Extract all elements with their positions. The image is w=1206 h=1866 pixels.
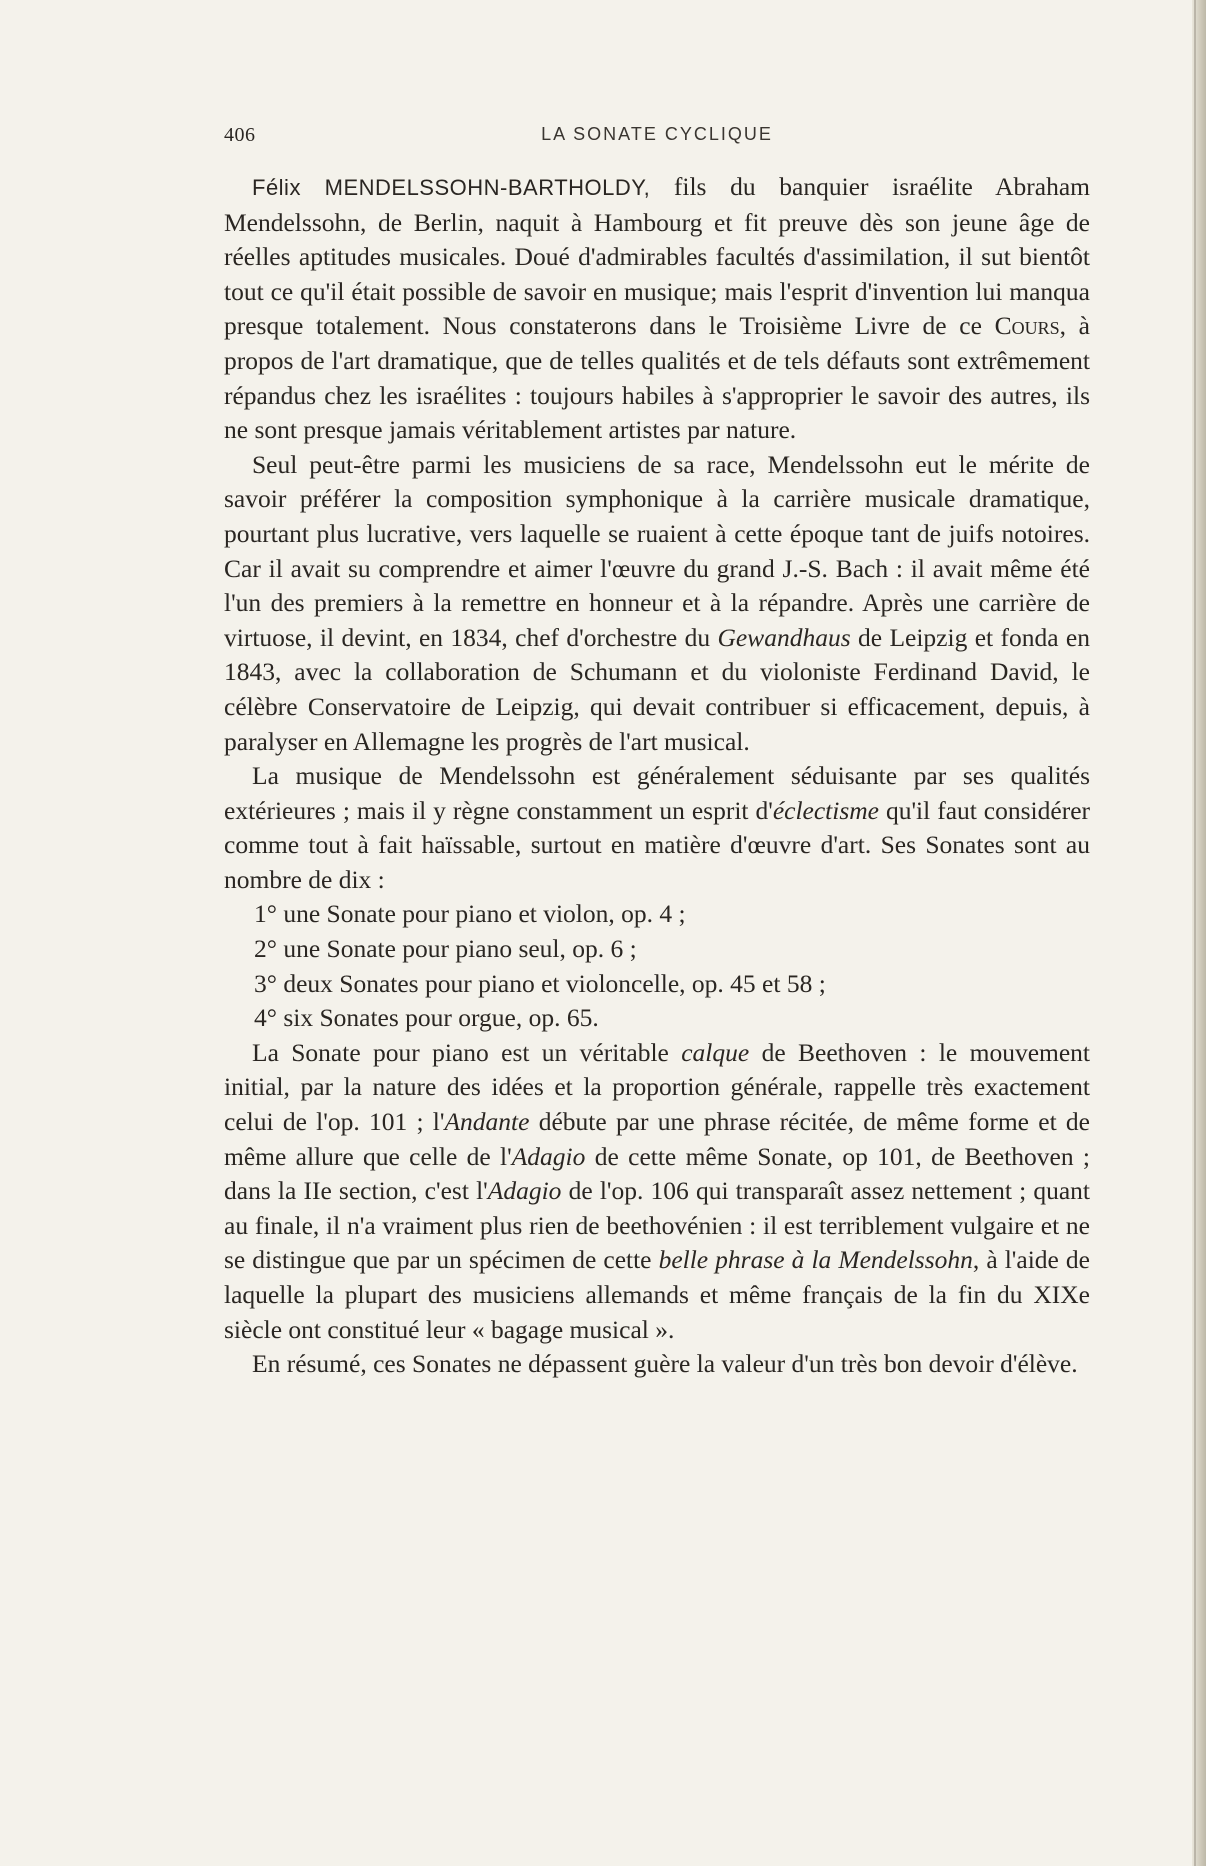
paragraph-4-text-c: débute par une phrase récitée, de même forme et de même allure que celle de l' (224, 1107, 1090, 1171)
adagio-italic-1: Adagio (511, 1141, 586, 1171)
page-header (224, 124, 1090, 154)
paragraph-4-text-a: La Sonate pour piano est un véritable (252, 1037, 682, 1067)
belle-phrase-italic: belle phrase à la Mendelssohn (658, 1245, 973, 1275)
paragraph-1-text: fils du banquier israélite Abraham Mendelssohn, de Berlin, naquit à Hambourg et fit preuve dès son jeune âge de réelles aptitudes musicales. Doué d'admirables facultés d'assimilation, il sut bientôt tout ce qu'il était possible de savoir en musique; mais l'esprit d'invention lui manqua presque totalement. Nous constaterons dans le Troisième Livre de ce (224, 172, 1091, 341)
gewandhaus-italic: Gewandhaus (717, 622, 851, 652)
sonata-list (224, 897, 1090, 1035)
author-name: MENDELSSOHN-BARTHOLDY, (324, 175, 651, 200)
page-body (224, 170, 1090, 1382)
list-item: 3° deux Sonates pour piano et violoncelle, op. 45 et 58 ; (254, 968, 826, 998)
paragraph-1 (224, 170, 1090, 448)
paragraph-3 (224, 759, 1090, 897)
author-first-name: Félix (252, 175, 301, 200)
eclectisme-italic: éclectisme (772, 795, 879, 825)
paragraph-4-text-e: de l'op. 106 qui transparaît assez nettement ; quant au finale, il n'a vraiment plus rien de beethovénien : il est terriblement vulgaire et ne se distingue que par un spécimen de cette (224, 1176, 1091, 1275)
paragraph-3-text-a: La musique de Mendelssohn est généralement séduisante par ses qualités extérieures ; mais il y règne constamment un esprit d' (224, 761, 1090, 825)
running-title: LA SONATE CYCLIQUE (541, 124, 773, 144)
paragraph-5: En résumé, ces Sonates ne dépassent guère la valeur d'un très bon devoir d'élève. (252, 1349, 1078, 1379)
paragraph-4 (224, 1036, 1090, 1347)
adagio-italic-2: Adagio (487, 1176, 562, 1206)
paragraph-3-text-b: qu'il faut considérer comme tout à fait haïssable, surtout en matière d'œuvre d'art. Ses Sonates sont au nombre de dix : (224, 795, 1091, 894)
list-item: 2° une Sonate pour piano seul, op. 6 ; (254, 934, 637, 964)
cours-small-caps: Cours (994, 311, 1060, 341)
page-number: 406 (224, 124, 256, 146)
list-item: 4° six Sonates pour orgue, op. 65. (254, 1003, 599, 1033)
paragraph-2-text-b: de Leipzig et fonda en 1843, avec la collaboration de Schumann et du violoniste Ferdinand David, le célèbre Conservatoire de Leipzig, qui devait contribuer si efficacement, depuis, à paralyser en Allemagne les progrès de l'art musical. (224, 622, 1090, 756)
page-edge-line (1194, 0, 1196, 1866)
paragraph-2 (224, 448, 1090, 759)
paragraph-4-text-b: de Beethoven : le mouvement initial, par la nature des idées et la proportion générale, rappelle très exactement celui de l'op. 101 ; l' (224, 1037, 1091, 1137)
paragraph-2-text-a: Seul peut-être parmi les musiciens de sa race, Mendelssohn eut le mérite de savoir préférer la composition symphonique à la carrière musicale dramatique, pourtant plus lucrative, vers laquelle se ruaient à cette époque tant de juifs notoires. Car il avait su comprendre et aimer l'œuvre du grand J.-S. Bach : il avait même été l'un des premiers à la remettre en honneur et à la répandre. Après une carrière de virtuose, il devint, en 1834, chef d'orchestre du (224, 449, 1090, 652)
paragraph-1-text-end: , à propos de l'art dramatique, que de telles qualités et de tels défauts sont extrêmement répandus chez les israélites : toujours habiles à s'approprier le savoir des autres, ils ne sont presque jamais véritablement artistes par nature. (224, 311, 1090, 445)
calque-italic: calque (681, 1037, 750, 1067)
paragraph-4-text-d: de cette même Sonate, op 101, de Beethoven ; dans la IIe section, c'est l' (224, 1141, 1090, 1206)
andante-italic: Andante (444, 1107, 530, 1137)
paragraph-4-text-f: , à l'aide de laquelle la plupart des musiciens allemands et même français de la fin du XIXe siècle ont constitué leur « bagage musical ». (224, 1245, 1090, 1344)
list-item: 1° une Sonate pour piano et violon, op. 4 ; (254, 899, 686, 929)
